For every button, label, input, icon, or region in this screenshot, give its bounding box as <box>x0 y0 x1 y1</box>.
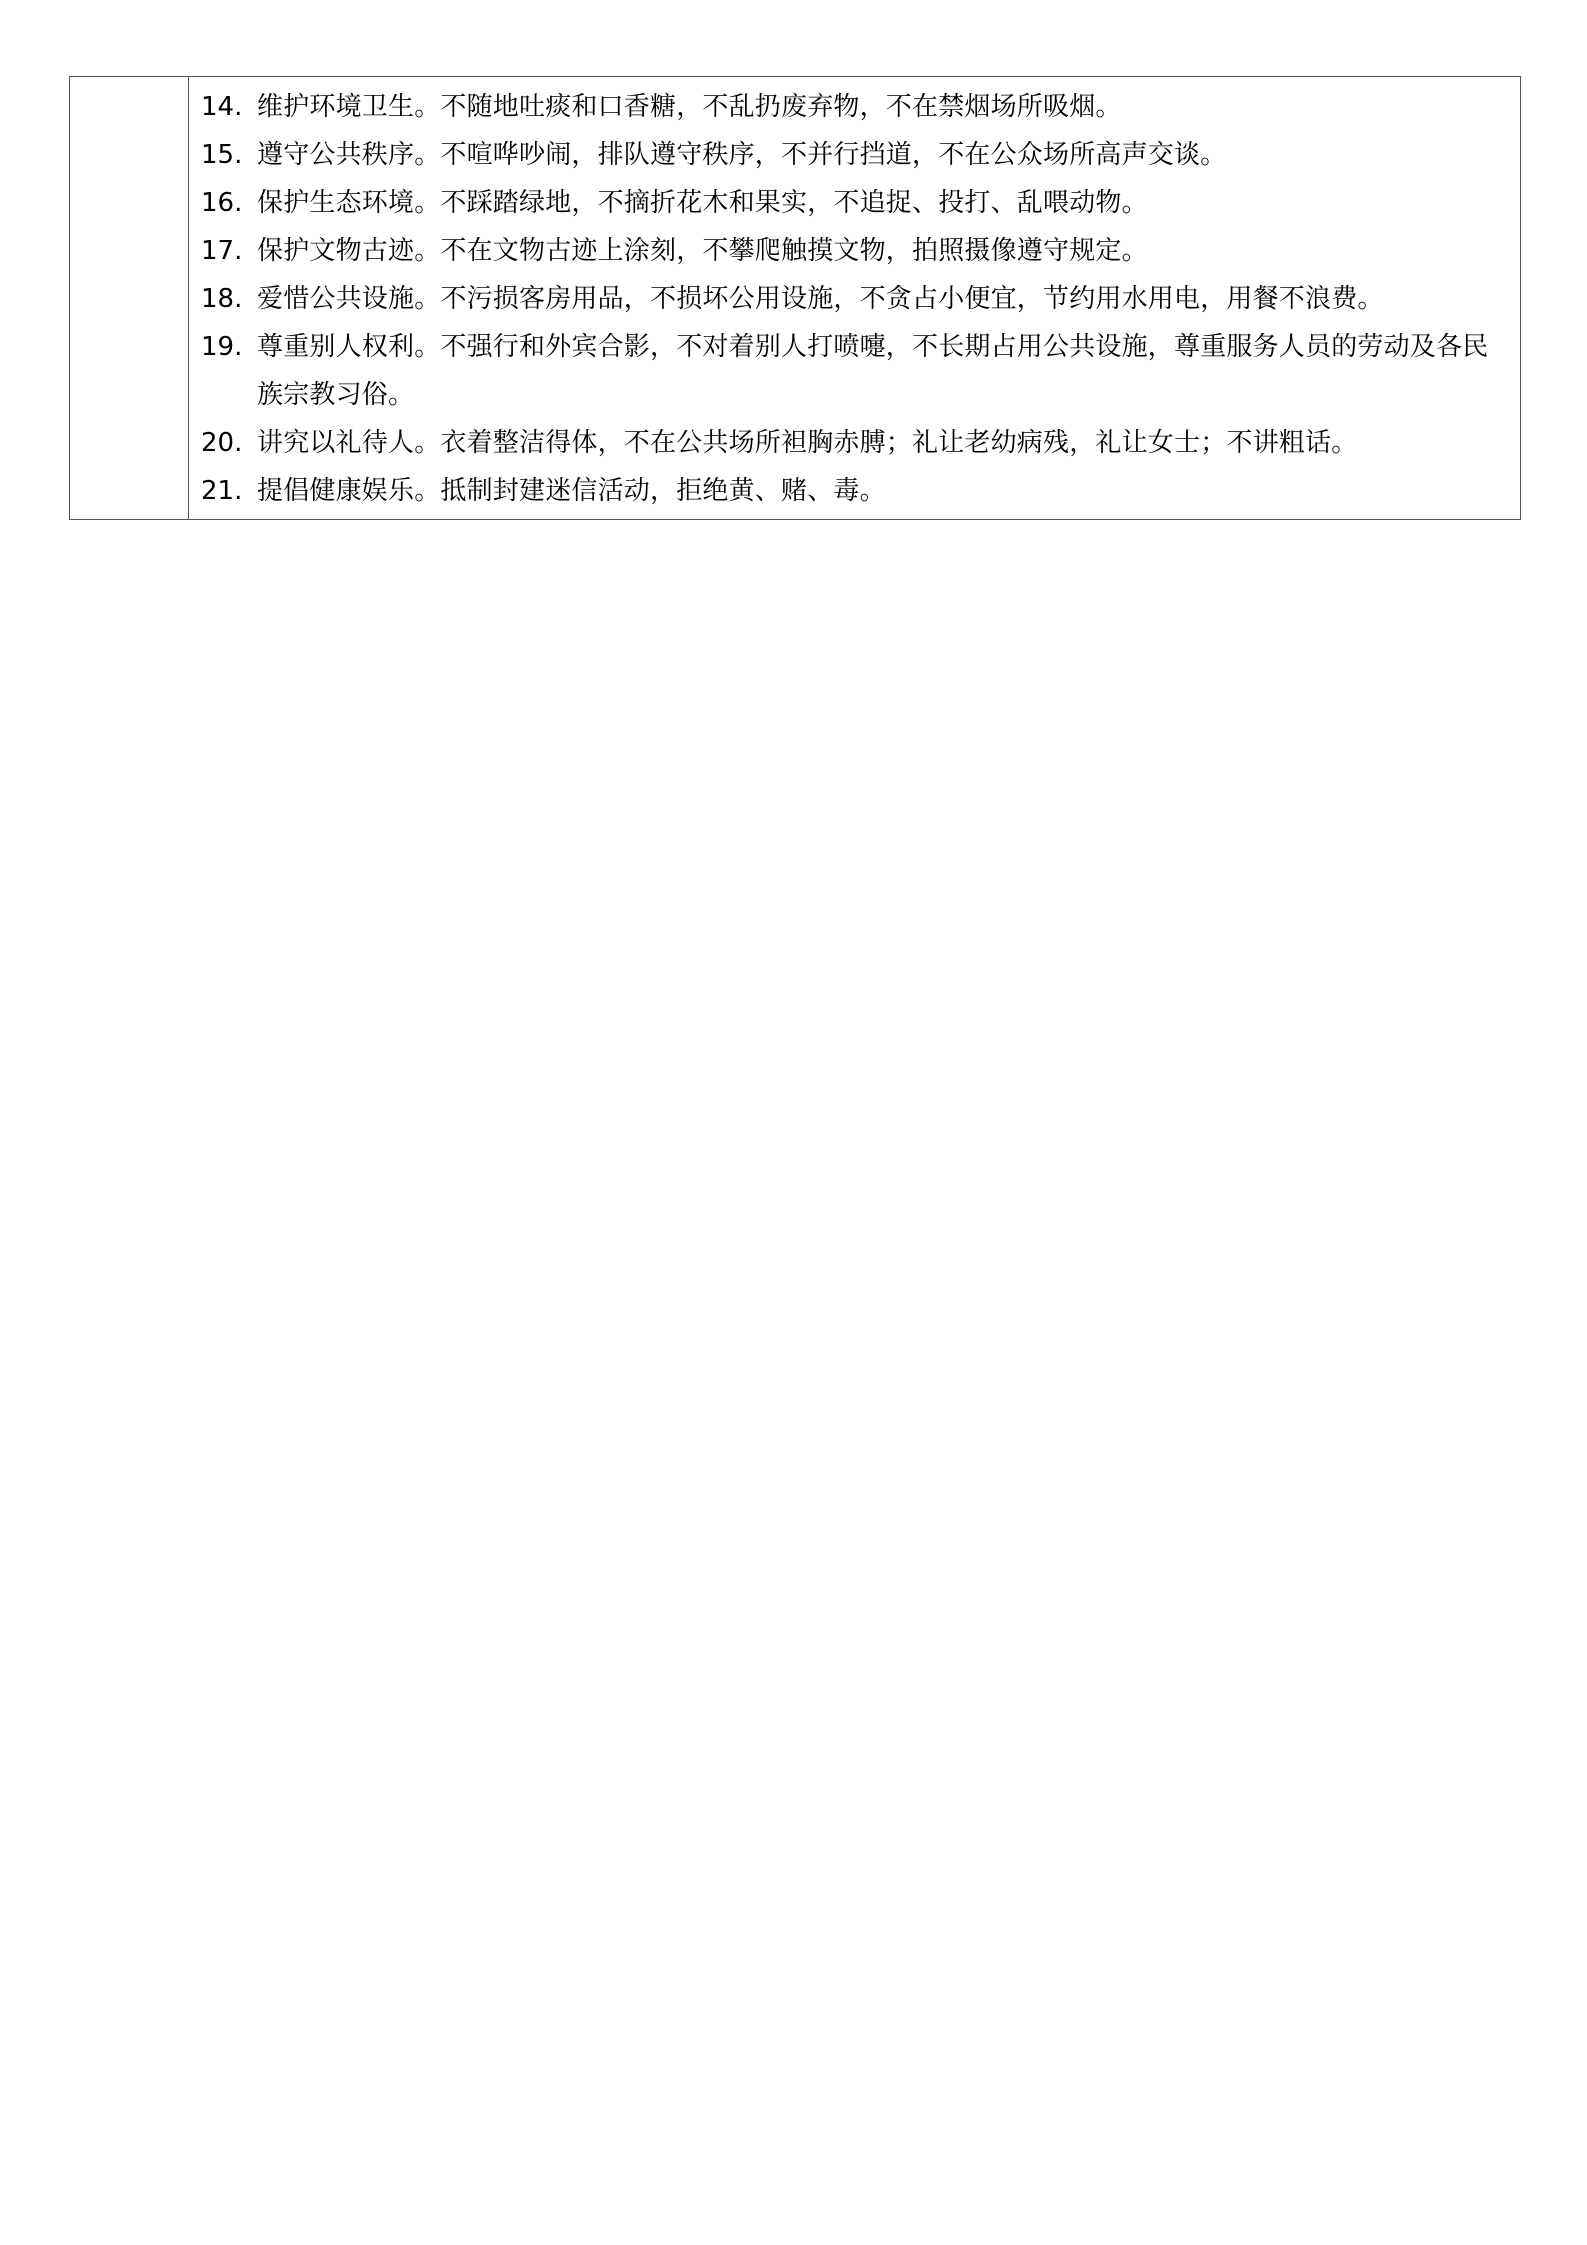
item-text: 保护文物古迹。不在文物古迹上涂刻，不攀爬触摸文物，拍照摄像遵守规定。 <box>257 236 1148 266</box>
item-number: 16. <box>201 188 243 218</box>
item-text: 尊重别人权利。不强行和外宾合影，不对着别人打喷嚏，不长期占用公共设施，尊重服务人员的劳动及各民族宗教习俗。 <box>257 332 1489 410</box>
item-number: 14. <box>201 92 243 122</box>
list-item <box>201 467 1508 515</box>
table-right-cell <box>189 77 1520 519</box>
rules-list <box>201 83 1508 515</box>
item-number: 20. <box>201 428 243 458</box>
item-text: 爱惜公共设施。不污损客房用品，不损坏公用设施，不贪占小便宜，节约用水用电，用餐不浪费。 <box>257 284 1384 314</box>
item-number: 17. <box>201 236 243 266</box>
item-number: 19. <box>201 332 243 362</box>
table-left-cell <box>70 77 189 519</box>
list-item <box>201 227 1508 275</box>
item-text: 遵守公共秩序。不喧哗吵闹，排队遵守秩序，不并行挡道，不在公众场所高声交谈。 <box>257 140 1227 170</box>
list-item <box>201 419 1508 467</box>
list-item <box>201 179 1508 227</box>
item-text: 提倡健康娱乐。抵制封建迷信活动，拒绝黄、赌、毒。 <box>257 476 886 506</box>
list-item <box>201 323 1508 419</box>
item-number: 21. <box>201 476 243 506</box>
list-item <box>201 83 1508 131</box>
item-number: 15. <box>201 140 243 170</box>
list-item <box>201 131 1508 179</box>
item-text: 维护环境卫生。不随地吐痰和口香糖，不乱扔废弃物，不在禁烟场所吸烟。 <box>257 92 1122 122</box>
content-table <box>69 76 1521 520</box>
list-item <box>201 275 1508 323</box>
item-text: 保护生态环境。不踩踏绿地，不摘折花木和果实，不追捉、投打、乱喂动物。 <box>257 188 1148 218</box>
item-number: 18. <box>201 284 243 314</box>
item-text: 讲究以礼待人。衣着整洁得体，不在公共场所袒胸赤膊；礼让老幼病残，礼让女士；不讲粗话。 <box>257 428 1358 458</box>
